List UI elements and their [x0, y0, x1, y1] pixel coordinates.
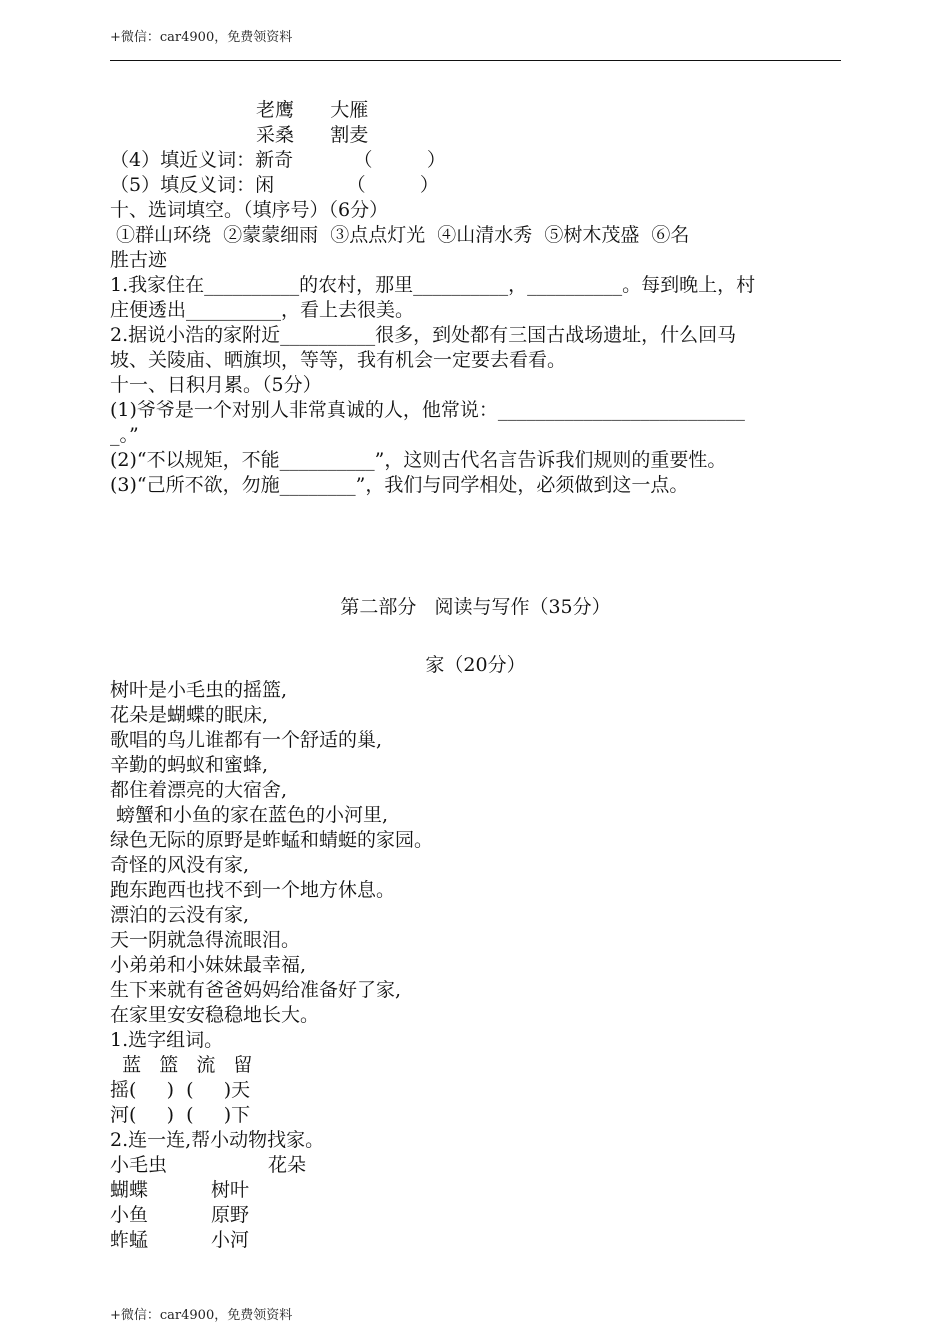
- word-options-line: ①群山环绕 ②蒙蒙细雨 ③点点灯光 ④山清水秀 ⑤树木茂盛 ⑥名: [110, 224, 690, 246]
- poem-title: 家（20分）: [425, 654, 526, 676]
- question-1-label: 1.选字组词。: [110, 1029, 224, 1051]
- fill-question-1: 1.我家住在__________的农村，那里__________，__________。每到晚上，村: [110, 274, 756, 296]
- proverb-question-1: (1)爷爷是一个对别人非常真诚的人，他常说：__________________________: [110, 399, 745, 421]
- question-2-label: 2.连一连,帮小动物找家。: [110, 1129, 325, 1151]
- question-1-row-2: 河( ) ( )下: [110, 1104, 251, 1126]
- poem-line: 螃蟹和小鱼的家在蓝色的小河里,: [110, 804, 389, 826]
- match-left-item: 蝴蝶: [110, 1179, 149, 1201]
- poem-line: 辛勤的蚂蚁和蜜蜂,: [110, 754, 269, 776]
- poem-line: 小弟弟和小妹妹最幸福,: [110, 954, 307, 976]
- word-pair-line-2: 采桑 割麦: [256, 124, 369, 146]
- proverb-question-3: (3)“己所不欲，勿施________”，我们与同学相处，必须做到这一点。: [110, 474, 689, 496]
- poem-line: 花朵是蝴蝶的眠床,: [110, 704, 269, 726]
- question-1-options: 蓝 篮 流 留: [110, 1054, 253, 1076]
- poem-line: 绿色无际的原野是蚱蜢和蜻蜓的家园。: [110, 829, 434, 851]
- footer-note: +微信：car4900，免费领资料: [110, 1308, 293, 1323]
- synonym-question: （4）填近义词：新奇 （ ）: [110, 149, 446, 171]
- question-1-row-1: 摇( ) ( )天: [110, 1079, 251, 1101]
- part-two-heading: 第二部分 阅读与写作（35分）: [340, 596, 611, 618]
- poem-line: 都住着漂亮的大宿舍,: [110, 779, 288, 801]
- match-right-item: 花朵: [268, 1154, 307, 1176]
- match-left-item: 小毛虫: [110, 1154, 168, 1176]
- fill-question-2: 2.据说小浩的家附近__________很多，到处都有三国古战场遗址，什么回马: [110, 324, 737, 346]
- proverb-question-1-cont: _。”: [110, 424, 139, 446]
- section-eleven-heading: 十一、日积月累。（5分）: [110, 374, 322, 396]
- fill-question-1-cont: 庄便透出__________，看上去很美。: [110, 299, 415, 321]
- poem-line: 天一阴就急得流眼泪。: [110, 929, 301, 951]
- poem-line: 生下来就有爸爸妈妈给准备好了家,: [110, 979, 402, 1001]
- word-pair-line-1: 老鹰 大雁: [256, 99, 369, 121]
- match-right-item: 小河: [211, 1229, 250, 1251]
- poem-line: 树叶是小毛虫的摇篮,: [110, 679, 288, 701]
- fill-question-2-cont: 坡、关陵庙、晒旗坝，等等，我有机会一定要去看看。: [110, 349, 567, 371]
- section-ten-heading: 十、选词填空。（填序号）（6分）: [110, 199, 389, 221]
- match-left-item: 小鱼: [110, 1204, 149, 1226]
- match-right-item: 树叶: [211, 1179, 250, 1201]
- proverb-question-2: (2)“不以规矩，不能__________”，这则古代名言告诉我们规则的重要性。: [110, 449, 727, 471]
- antonym-question: （5）填反义词：闲 （ ）: [110, 174, 439, 196]
- poem-line: 奇怪的风没有家,: [110, 854, 250, 876]
- poem-line: 漂泊的云没有家,: [110, 904, 250, 926]
- match-left-item: 蚱蜢: [110, 1229, 149, 1251]
- match-right-item: 原野: [211, 1204, 250, 1226]
- header-divider: [110, 60, 841, 61]
- word-options-line-cont: 胜古迹: [110, 249, 168, 271]
- poem-line: 跑东跑西也找不到一个地方休息。: [110, 879, 396, 901]
- header-note: +微信：car4900，免费领资料: [110, 30, 293, 45]
- poem-line: 歌唱的鸟儿谁都有一个舒适的巢,: [110, 729, 383, 751]
- poem-line: 在家里安安稳稳地长大。: [110, 1004, 320, 1026]
